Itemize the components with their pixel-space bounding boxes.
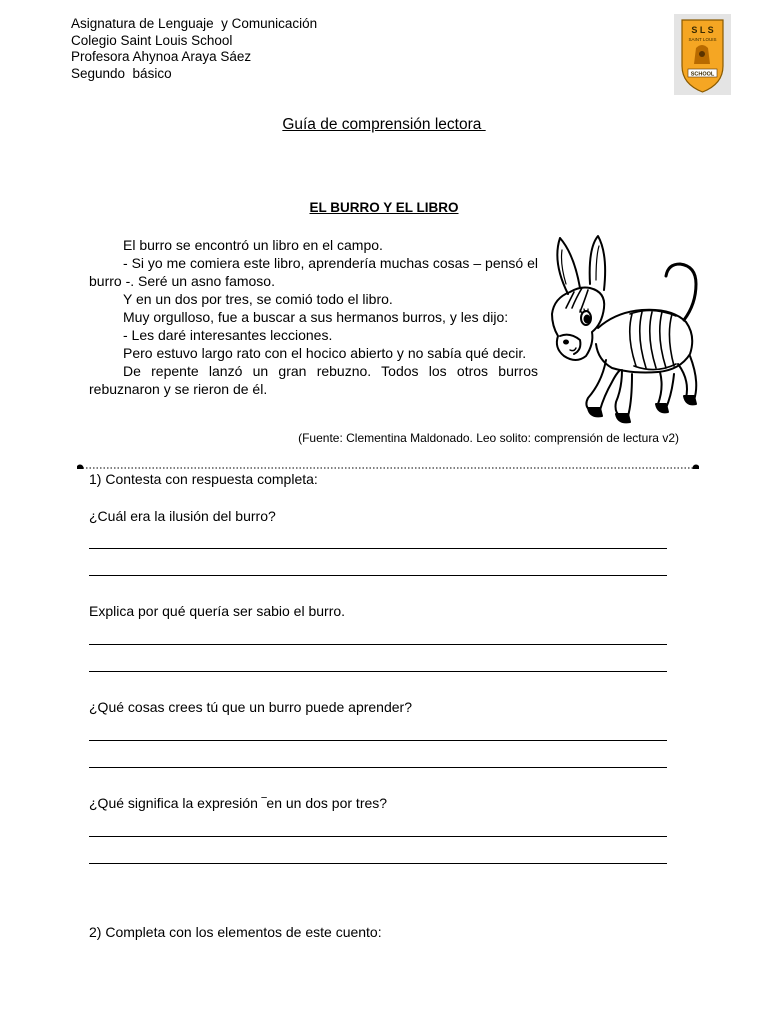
answer-line[interactable] xyxy=(89,548,667,549)
story-text xyxy=(89,236,538,398)
donkey-illustration xyxy=(546,232,714,428)
svg-text:SCHOOL: SCHOOL xyxy=(690,71,715,78)
story-paragraph: - Les daré interesantes lecciones. xyxy=(123,327,333,343)
answer-line[interactable] xyxy=(89,863,667,864)
story-paragraph: Pero estuvo largo rato con el hocico abierto y no sabía qué decir. xyxy=(123,345,527,361)
school-line: Colegio Saint Louis School xyxy=(71,32,233,48)
svg-text:SAINT LOUIS: SAINT LOUIS xyxy=(688,37,717,42)
question-1: ¿Cuál era la ilusión del burro? xyxy=(89,508,276,524)
subject-line: Asignatura de Lenguaje y Comunicación xyxy=(71,16,318,31)
section-divider xyxy=(77,459,699,469)
section1-heading: 1) Contesta con respuesta completa: xyxy=(89,471,318,487)
story-paragraph: El burro se encontró un libro en el campo. xyxy=(123,237,383,253)
document-title: Guía de comprensión lectora xyxy=(282,116,486,133)
story-paragraph: De repente lanzó un gran rebuzno. Todos los otros burros rebuznaron y se rieron de él. xyxy=(89,363,538,397)
answer-line[interactable] xyxy=(89,575,667,576)
question-4: ¿Qué significa la expresión ‾en un dos por tres? xyxy=(89,795,388,811)
question-3: ¿Qué cosas crees tú que un burro puede aprender? xyxy=(89,699,412,715)
answer-line[interactable] xyxy=(89,644,667,645)
story-source: (Fuente: Clementina Maldonado. Leo solito: comprensión de lectura v2) xyxy=(298,431,679,445)
document-header xyxy=(71,16,317,82)
teacher-line: Profesora Ahynoa Araya Sáez xyxy=(71,49,252,64)
story-paragraph: Muy orgulloso, fue a buscar a sus hermanos burros, y les dijo: xyxy=(123,309,509,325)
answer-line[interactable] xyxy=(89,836,667,837)
question-2: Explica por qué quería ser sabio el burro. xyxy=(89,603,346,619)
answer-line[interactable] xyxy=(89,767,667,768)
grade-line: Segundo básico xyxy=(71,65,172,81)
story-title: EL BURRO Y EL LIBRO xyxy=(309,200,459,215)
story-paragraph: Y en un dos por tres, se comió todo el libro. xyxy=(123,291,393,307)
school-logo xyxy=(674,14,731,95)
answer-line[interactable] xyxy=(89,671,667,672)
answer-line[interactable] xyxy=(89,740,667,741)
story-paragraph: - Si yo me comiera este libro, aprendería muchas cosas – pensó el burro -. Seré un asno famoso. xyxy=(89,255,538,289)
section2-heading: 2) Completa con los elementos de este cuento: xyxy=(89,924,382,940)
svg-text:S L S: S L S xyxy=(691,25,714,35)
